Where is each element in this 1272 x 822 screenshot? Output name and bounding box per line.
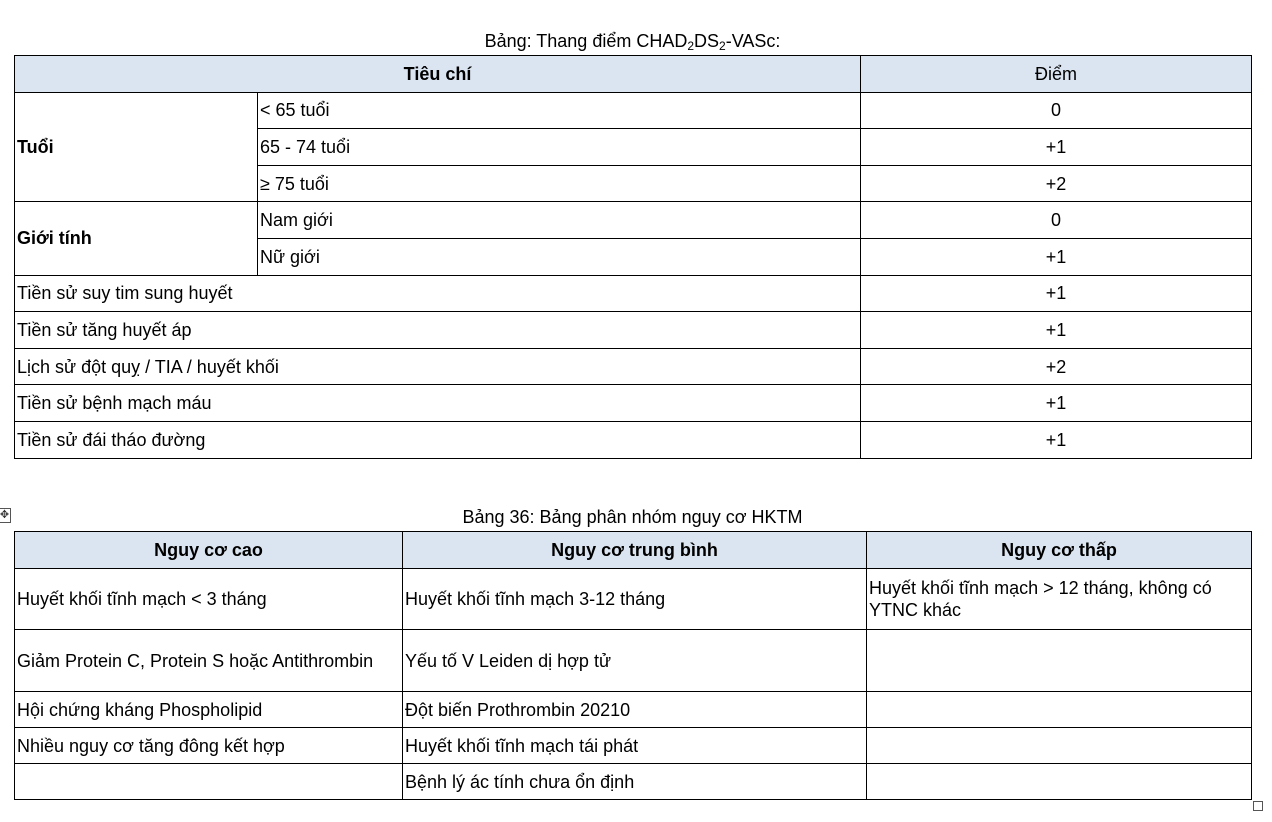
table-row	[15, 312, 1252, 349]
header-high-risk[interactable]: Nguy cơ cao	[15, 532, 403, 569]
table-row	[15, 630, 1252, 692]
criterion-cell[interactable]: Tiền sử suy tim sung huyết	[15, 275, 861, 312]
criterion-cell[interactable]: Tiền sử bệnh mạch máu	[15, 385, 861, 422]
header-medium-risk[interactable]: Nguy cơ trung bình	[403, 532, 867, 569]
points-cell[interactable]: +1	[861, 385, 1252, 422]
medium-risk-cell[interactable]: Bệnh lý ác tính chưa ổn định	[403, 764, 867, 800]
points-cell[interactable]: 0	[861, 202, 1252, 239]
table-row	[15, 764, 1252, 800]
table-resize-handle-icon[interactable]	[1253, 801, 1263, 811]
table-row	[15, 692, 1252, 728]
low-risk-cell[interactable]	[867, 692, 1252, 728]
high-risk-cell[interactable]: Giảm Protein C, Protein S hoặc Antithrombin	[15, 630, 403, 692]
criterion-cell[interactable]: Lịch sử đột quỵ / TIA / huyết khối	[15, 348, 861, 385]
points-cell[interactable]: +2	[861, 165, 1252, 202]
age-group-label[interactable]: Tuổi	[15, 92, 258, 202]
chad-score-table	[14, 55, 1252, 459]
header-criteria[interactable]: Tiêu chí	[15, 56, 861, 93]
high-risk-cell[interactable]	[15, 764, 403, 800]
medium-risk-cell[interactable]: Huyết khối tĩnh mạch tái phát	[403, 728, 867, 764]
medium-risk-cell[interactable]: Đột biến Prothrombin 20210	[403, 692, 867, 728]
high-risk-cell[interactable]: Hội chứng kháng Phospholipid	[15, 692, 403, 728]
criterion-cell[interactable]: < 65 tuổi	[258, 92, 861, 129]
criterion-cell[interactable]: 65 - 74 tuổi	[258, 129, 861, 166]
points-cell[interactable]: +1	[861, 275, 1252, 312]
points-cell[interactable]: +1	[861, 421, 1252, 458]
points-cell[interactable]: +1	[861, 238, 1252, 275]
points-cell[interactable]: +1	[861, 129, 1252, 166]
table-row	[15, 202, 1252, 239]
criterion-cell[interactable]: Tiền sử đái tháo đường	[15, 421, 861, 458]
table-row	[15, 569, 1252, 630]
table1-caption: Bảng: Thang điểm $CHAD_2DS_2$-VASc:	[484, 31, 781, 53]
sex-group-label[interactable]: Giới tính	[15, 202, 258, 275]
low-risk-cell[interactable]: Huyết khối tĩnh mạch > 12 tháng, không có YTNC khác	[867, 569, 1252, 630]
table-row	[15, 421, 1252, 458]
medium-risk-cell[interactable]: Huyết khối tĩnh mạch 3-12 tháng	[403, 569, 867, 630]
criterion-cell[interactable]: Nam giới	[258, 202, 861, 239]
points-cell[interactable]: 0	[861, 92, 1252, 129]
table-row	[15, 348, 1252, 385]
low-risk-cell[interactable]	[867, 728, 1252, 764]
table-row	[15, 275, 1252, 312]
table2-caption: Bảng 36: Bảng phân nhóm nguy cơ HKTM	[462, 507, 803, 527]
high-risk-cell[interactable]: Huyết khối tĩnh mạch < 3 tháng	[15, 569, 403, 630]
header-low-risk[interactable]: Nguy cơ thấp	[867, 532, 1252, 569]
table-row	[15, 92, 1252, 129]
points-cell[interactable]: +1	[861, 312, 1252, 349]
header-points[interactable]: Điểm	[861, 56, 1252, 93]
table-move-handle-icon[interactable]: ✥	[0, 509, 10, 521]
high-risk-cell[interactable]: Nhiều nguy cơ tăng đông kết hợp	[15, 728, 403, 764]
criterion-cell[interactable]: Tiền sử tăng huyết áp	[15, 312, 861, 349]
low-risk-cell[interactable]	[867, 764, 1252, 800]
table-row	[15, 385, 1252, 422]
criterion-cell[interactable]: Nữ giới	[258, 238, 861, 275]
criterion-cell[interactable]: ≥ 75 tuổi	[258, 165, 861, 202]
low-risk-cell[interactable]	[867, 630, 1252, 692]
medium-risk-cell[interactable]: Yếu tố V Leiden dị hợp tử	[403, 630, 867, 692]
points-cell[interactable]: +2	[861, 348, 1252, 385]
table-row	[15, 728, 1252, 764]
vte-risk-table	[14, 531, 1252, 800]
